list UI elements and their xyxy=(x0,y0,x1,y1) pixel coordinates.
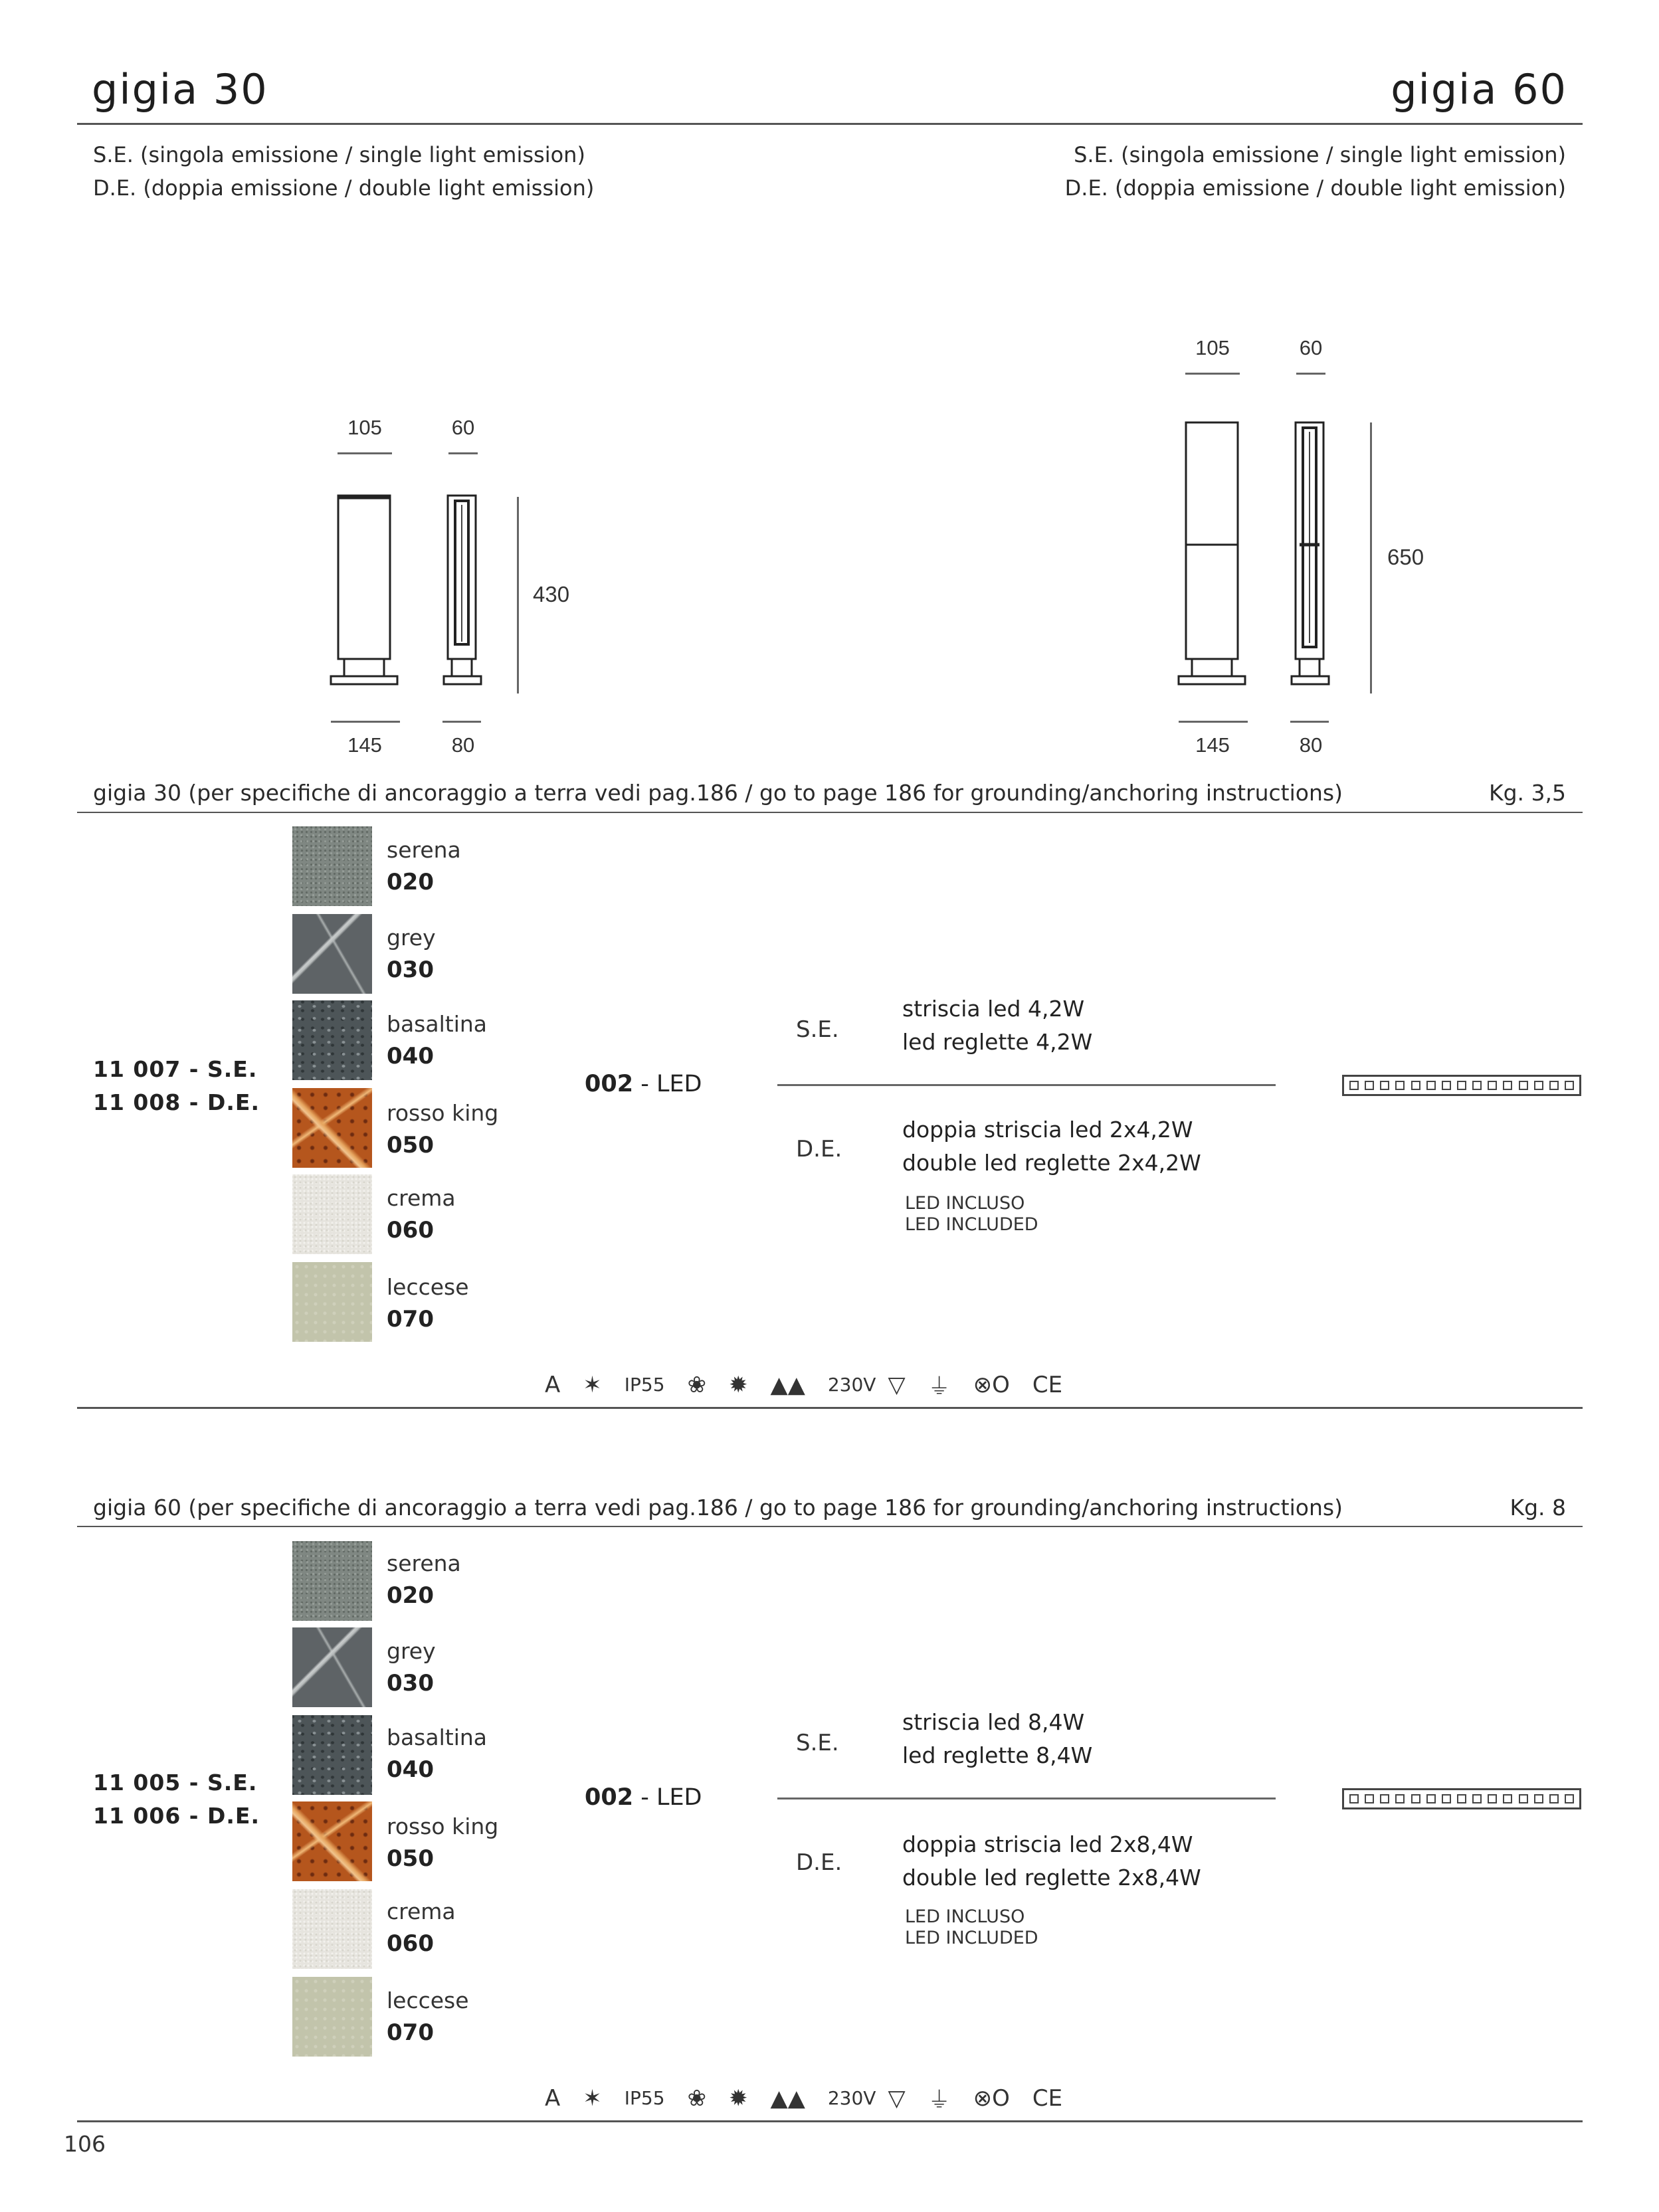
dim-height: 650 xyxy=(1387,545,1424,569)
finish-code: 030 xyxy=(387,957,434,983)
dim-top-width-2: 60 xyxy=(451,416,475,439)
finish-name: basaltina xyxy=(387,1011,487,1037)
certification-icons xyxy=(545,2082,1085,2114)
finish-name: basaltina xyxy=(387,1724,487,1750)
ce-mark: CE xyxy=(1032,1371,1063,1398)
ground-icon: ⏚ xyxy=(927,1374,951,1400)
led-included-en: LED INCLUDED xyxy=(905,1214,1038,1235)
tree-icon: ❀ xyxy=(687,2084,707,2112)
article-code-de: 11 006 - D.E. xyxy=(93,1803,260,1829)
swatch-serena xyxy=(292,826,372,906)
se-spec-line-1: striscia led 8,4W xyxy=(902,1709,1085,1735)
swatch-crema xyxy=(292,1174,372,1254)
section-rule xyxy=(77,812,1583,813)
led-icon: ✹ xyxy=(729,2084,748,2112)
ip-rating: IP55 xyxy=(624,1374,665,1396)
de-spec-line-2: double led reglette 2x8,4W xyxy=(902,1865,1201,1890)
dim-height: 430 xyxy=(533,582,570,606)
right-se-caption: S.E. (singola emissione / single light emission) xyxy=(1074,142,1566,167)
class-icon: ▽ xyxy=(888,2084,906,2112)
header-rule xyxy=(77,123,1583,125)
se-label: S.E. xyxy=(796,1016,839,1043)
swatch-crema xyxy=(292,1889,372,1969)
finish-name: rosso king xyxy=(387,1813,499,1839)
swatch-grey xyxy=(292,914,372,994)
left-de-caption: D.E. (doppia emissione / double light emission) xyxy=(93,175,595,201)
dim-bottom-width-2: 80 xyxy=(1299,733,1323,757)
dim-bar xyxy=(1179,721,1248,723)
section-weight: Kg. 3,5 xyxy=(1488,780,1566,806)
finish-code: 020 xyxy=(387,1582,434,1609)
de-label: D.E. xyxy=(796,1849,842,1876)
se-spec-line-2: led reglette 4,2W xyxy=(902,1029,1093,1055)
section-end-rule xyxy=(77,1407,1583,1409)
finish-name: rosso king xyxy=(387,1100,499,1126)
dim-bar xyxy=(331,721,400,723)
rating-icon: ⊗O xyxy=(973,1371,1010,1398)
dim-bar xyxy=(448,452,478,454)
led-option xyxy=(585,1071,702,1097)
dim-top-width-2: 60 xyxy=(1299,336,1323,359)
de-spec-line-1: doppia striscia led 2x4,2W xyxy=(902,1117,1193,1143)
page-number: 106 xyxy=(64,2131,106,2157)
article-code-de: 11 008 - D.E. xyxy=(93,1089,260,1115)
section-title: gigia 30 (per specifiche di ancoraggio a terra vedi pag.186 / go to page 186 for grounding/anchoring instructions) xyxy=(93,780,1343,806)
right-de-caption: D.E. (doppia emissione / double light emission) xyxy=(1064,175,1566,201)
swatch-leccese xyxy=(292,1977,372,2057)
led-included-en: LED INCLUDED xyxy=(905,1928,1038,1948)
voltage: 230V xyxy=(827,2087,876,2109)
se-spec-line-2: led reglette 8,4W xyxy=(902,1742,1093,1768)
finish-name: grey xyxy=(387,925,436,951)
dim-bar xyxy=(1296,373,1325,375)
height-dim-line xyxy=(517,497,519,693)
led-code: 002 xyxy=(585,1071,634,1097)
finish-code: 020 xyxy=(387,869,434,895)
section-end-rule xyxy=(77,2120,1583,2122)
finish-code: 060 xyxy=(387,1217,434,1244)
title-gigia-60: gigia 60 xyxy=(1391,65,1567,114)
finish-name: crema xyxy=(387,1898,456,1924)
ce-mark: CE xyxy=(1032,2084,1063,2112)
finish-code: 070 xyxy=(387,1306,434,1333)
finish-name: grey xyxy=(387,1638,436,1664)
article-code-se: 11 005 - S.E. xyxy=(93,1770,258,1796)
finish-code: 070 xyxy=(387,2019,434,2046)
finish-code: 040 xyxy=(387,1043,434,1069)
se-label: S.E. xyxy=(796,1730,839,1756)
led-option xyxy=(585,1784,702,1811)
led-label: - LED xyxy=(633,1784,702,1811)
swatch-serena xyxy=(292,1541,372,1621)
section-title: gigia 60 (per specifiche di ancoraggio a terra vedi pag.186 / go to page 186 for grounding/anchoring instructions) xyxy=(93,1495,1343,1521)
swatch-rosso-king xyxy=(292,1801,372,1881)
gigia-60-front-view xyxy=(1173,412,1260,697)
led-strip-icon xyxy=(1342,1788,1581,1809)
swatch-rosso-king xyxy=(292,1088,372,1168)
rating-icon: ⊗O xyxy=(973,2084,1010,2112)
led-code: 002 xyxy=(585,1784,634,1811)
finish-name: leccese xyxy=(387,1274,469,1300)
swatch-basaltina xyxy=(292,1000,372,1080)
certification-icons xyxy=(545,1368,1085,1401)
swatch-grey xyxy=(292,1627,372,1707)
dim-bar xyxy=(1290,721,1329,723)
dim-top-width-1: 105 xyxy=(347,416,382,439)
voltage: 230V xyxy=(827,1374,876,1396)
tree-icon: ❀ xyxy=(687,1371,707,1398)
dim-bar xyxy=(338,452,392,454)
led-included-it: LED INCLUSO xyxy=(905,1193,1025,1214)
dim-bottom-width-1: 145 xyxy=(347,733,382,757)
finish-name: crema xyxy=(387,1185,456,1211)
section-weight: Kg. 8 xyxy=(1510,1495,1566,1521)
ground-icon: ⏚ xyxy=(927,2087,951,2114)
dim-bar xyxy=(442,721,481,723)
dim-top-width-1: 105 xyxy=(1195,336,1230,359)
finish-name: leccese xyxy=(387,1987,469,2013)
warning-icon: ▲▲ xyxy=(770,1371,805,1398)
article-code-se: 11 007 - S.E. xyxy=(93,1056,258,1082)
dim-bottom-width-2: 80 xyxy=(451,733,475,757)
gigia-30-front-view xyxy=(326,492,412,697)
energy-class-icon: A xyxy=(545,1371,561,1398)
lamp-icon: ✶ xyxy=(583,2084,602,2112)
warning-icon: ▲▲ xyxy=(770,2084,805,2112)
title-gigia-30: gigia 30 xyxy=(92,65,268,114)
de-label: D.E. xyxy=(796,1136,842,1162)
finish-code: 050 xyxy=(387,1845,434,1872)
swatch-basaltina xyxy=(292,1715,372,1795)
se-spec-line-1: striscia led 4,2W xyxy=(902,996,1085,1022)
ip-rating: IP55 xyxy=(624,2087,665,2109)
de-spec-line-2: double led reglette 2x4,2W xyxy=(902,1150,1201,1176)
spec-divider xyxy=(777,1084,1276,1086)
energy-class-icon: A xyxy=(545,2084,561,2112)
height-dim-line xyxy=(1370,422,1372,693)
left-se-caption: S.E. (singola emissione / single light emission) xyxy=(93,142,585,167)
led-strip-icon xyxy=(1342,1075,1581,1096)
gigia-60-side-view xyxy=(1286,412,1333,697)
swatch-leccese xyxy=(292,1262,372,1342)
finish-code: 040 xyxy=(387,1756,434,1783)
de-spec-line-1: doppia striscia led 2x8,4W xyxy=(902,1831,1193,1857)
lamp-icon: ✶ xyxy=(583,1371,602,1398)
finish-code: 050 xyxy=(387,1132,434,1158)
gigia-30-side-view xyxy=(439,492,485,697)
finish-code: 030 xyxy=(387,1670,434,1697)
section-rule xyxy=(77,1526,1583,1527)
led-label: - LED xyxy=(633,1071,702,1097)
finish-name: serena xyxy=(387,1550,461,1576)
finish-name: serena xyxy=(387,837,461,863)
finish-code: 060 xyxy=(387,1930,434,1957)
dim-bottom-width-1: 145 xyxy=(1195,733,1230,757)
spec-divider xyxy=(777,1797,1276,1799)
class-icon: ▽ xyxy=(888,1371,906,1398)
led-icon: ✹ xyxy=(729,1371,748,1398)
led-included-it: LED INCLUSO xyxy=(905,1906,1025,1927)
dim-bar xyxy=(1185,373,1240,375)
